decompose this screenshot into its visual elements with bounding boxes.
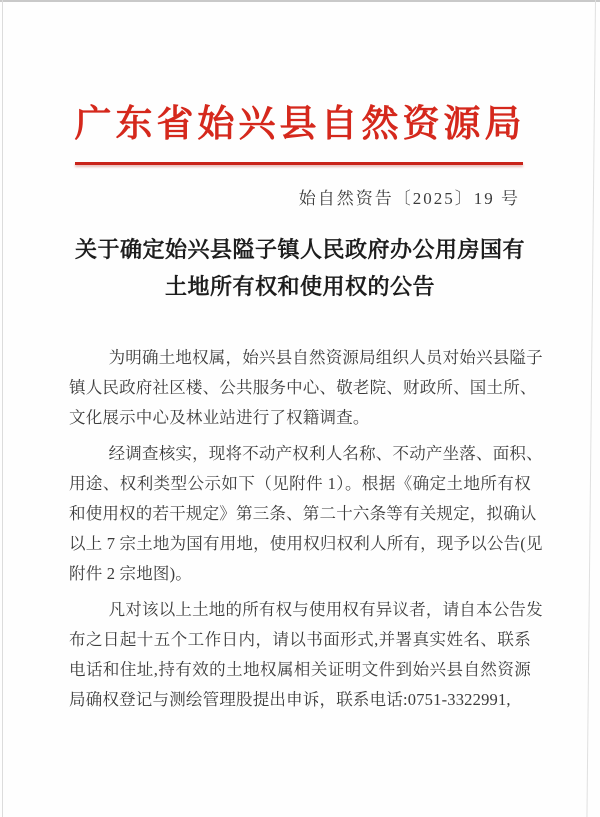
paragraph-survey [69,343,543,433]
notice-title [60,231,540,305]
body-line: 电话和住址,持有效的土地权属相关证明文件到始兴县自然资源 [69,660,531,679]
body-line: 用途、权利类型公示如下（见附件 1）。根据《确定土地所有权 [69,474,531,493]
body-line: 凡对该以上土地的所有权与使用权有异议者，请自本公告发 [108,600,543,619]
document-content [0,103,600,715]
body-line: 文化展示中心及林业站进行了权籍调查。 [69,408,370,427]
body-line: 镇人民政府社区楼、公共服务中心、敬老院、财政所、国土所、 [69,378,537,397]
body-line: 经调查核实，现将不动产权利人名称、不动产坐落、面积、 [108,444,543,463]
notice-body [69,343,543,715]
agency-letterhead-title: 广东省始兴县自然资源局 [74,104,526,145]
body-line: 和使用权的若干规定》第三条、第二十六条等有关规定，拟确认 [69,504,537,523]
paragraph-determination [69,439,543,589]
body-line: 为明确土地权属，始兴县自然资源局组织人员对始兴县隘子 [108,348,543,367]
notice-title-line-2: 土地所有权和使用权的公告 [164,274,435,299]
body-line: 以上 7 宗土地为国有用地，使用权归权利人所有，现予以公告(见 [69,534,543,553]
paragraph-objection-contact [69,595,543,715]
body-line: 附件 2 宗地图)。 [69,564,192,583]
notice-title-line-1: 关于确定始兴县隘子镇人民政府办公用房国有 [74,237,525,262]
document-reference-number: 始自然资告〔2025〕19 号 [298,189,520,208]
scan-edge-top [0,0,600,2]
body-line: 局确权登记与测绘管理股提出申诉，联系电话:0751-3322991, [69,690,511,709]
body-line: 布之日起十五个工作日内，请以书面形式,并署真实姓名、联系 [69,630,531,649]
red-divider-line [75,162,523,165]
